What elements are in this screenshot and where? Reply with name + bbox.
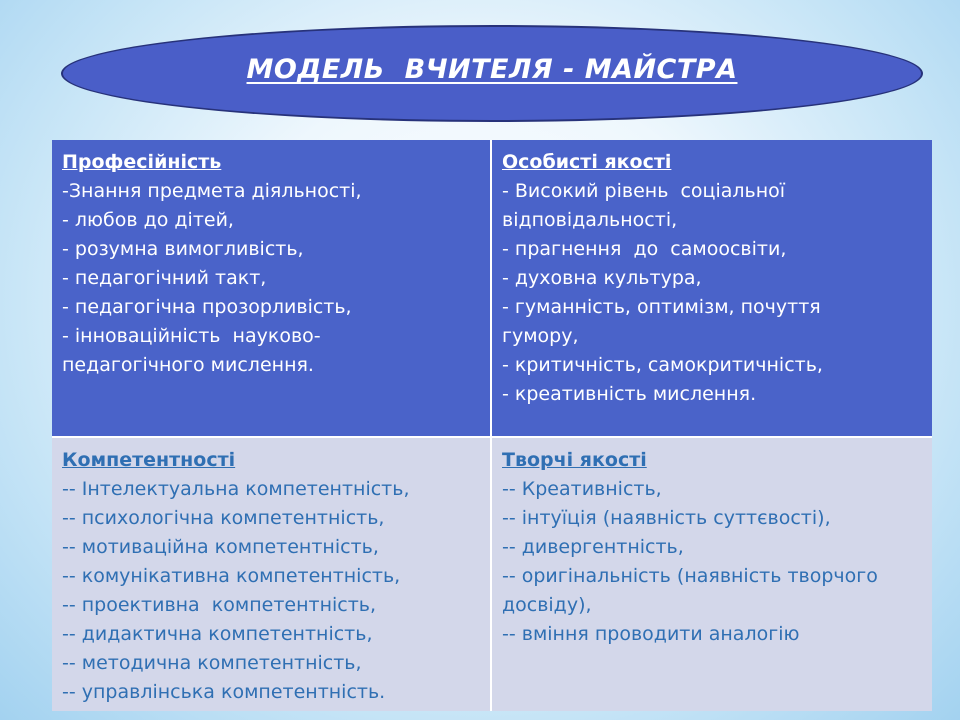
list-item: - гуманність, оптимізм, почуття — [502, 296, 821, 318]
cell-heading: Творчі якості — [502, 449, 647, 471]
list-item: - розумна вимогливість, — [62, 238, 304, 260]
cell-creative-qualities — [492, 438, 932, 711]
list-item: - прагнення до самоосвіти, — [502, 238, 787, 260]
title-oval — [61, 25, 923, 122]
cell-professionalism — [52, 140, 490, 436]
list-item: -- інтуїція (наявність суттєвості), — [502, 507, 831, 529]
list-item: - критичність, самокритичність, — [502, 354, 823, 376]
list-item: гумору, — [502, 325, 579, 347]
list-item: -- дидактична компетентність, — [62, 623, 373, 645]
list-item: -- психологічна компетентність, — [62, 507, 385, 529]
list-item: -- Інтелектуальна компетентність, — [62, 478, 410, 500]
list-item: - педагогічна прозорливість, — [62, 296, 352, 318]
list-item: -- комунікативна компетентність, — [62, 565, 401, 587]
cell-personal-qualities — [492, 140, 932, 436]
list-item: - креативність мислення. — [502, 383, 757, 405]
list-item: -- дивергентність, — [502, 536, 684, 558]
list-item: відповідальності, — [502, 209, 678, 231]
list-item: -- вміння проводити аналогію — [502, 623, 800, 645]
list-item: -- оригінальність (наявність творчого — [502, 565, 878, 587]
cell-heading: Професійність — [62, 151, 222, 173]
cell-heading: Особисті якості — [502, 151, 672, 173]
list-item: - інноваційність науково- — [62, 325, 321, 347]
list-item: -- Креативність, — [502, 478, 662, 500]
list-item: педагогічного мислення. — [62, 354, 314, 376]
list-item: - педагогічний такт, — [62, 267, 267, 289]
slide-title: МОДЕЛЬ ВЧИТЕЛЯ - МАЙСТРА — [246, 54, 738, 85]
model-table — [52, 140, 932, 711]
list-item: - духовна культура, — [502, 267, 702, 289]
cell-heading: Компетентності — [62, 449, 236, 471]
list-item: -Знання предмета діяльності, — [62, 180, 362, 202]
list-item: - любов до дітей, — [62, 209, 234, 231]
list-item: досвіду), — [502, 594, 592, 616]
list-item: -- мотиваційна компетентність, — [62, 536, 379, 558]
list-item: - Високий рівень соціальної — [502, 180, 786, 202]
cell-competences — [52, 438, 490, 711]
list-item: -- методична компетентність, — [62, 652, 362, 674]
list-item: -- управлінська компетентність. — [62, 681, 386, 703]
list-item: -- проективна компетентність, — [62, 594, 377, 616]
